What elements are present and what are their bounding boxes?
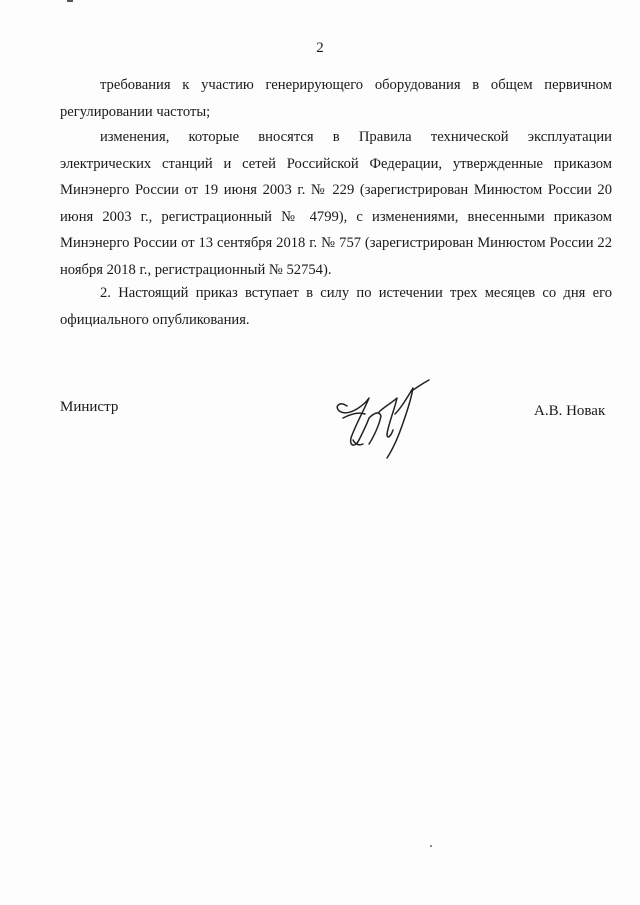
paragraph-amendments — [60, 124, 612, 283]
paragraph-effective-date — [60, 280, 612, 333]
paragraph-requirements — [60, 72, 612, 125]
signatory-name: А.В. Новак — [534, 403, 606, 419]
paragraph-text: требования к участию генерирующего оборудования в общем первичном регулировании частоты; — [60, 77, 612, 120]
paragraph-text: 2. Настоящий приказ вступает в силу по истечении трех месяцев со дня его официального опубликования. — [60, 285, 612, 328]
scan-mark — [67, 0, 73, 2]
paragraph-text: изменения, которые вносятся в Правила технической эксплуатации электрических станций и сетей Российской Федерации, утвержденные приказом Минэнерго России от 19 июня 2003 г. № 229 (зарегистрирован Минюстом России 20 июня 2003 г., регистрационный № 4799), с изменениями, внесенными приказом Минэнерго России от 13 сентября 2018 г. № 757 (зарегистрирован Минюстом России 22 ноября 2018 г., регистрационный № 52754). — [60, 129, 612, 278]
scan-dot — [430, 845, 432, 847]
page-number: 2 — [316, 40, 324, 56]
handwritten-signature-icon — [325, 378, 435, 460]
signatory-position: Министр — [60, 399, 119, 415]
